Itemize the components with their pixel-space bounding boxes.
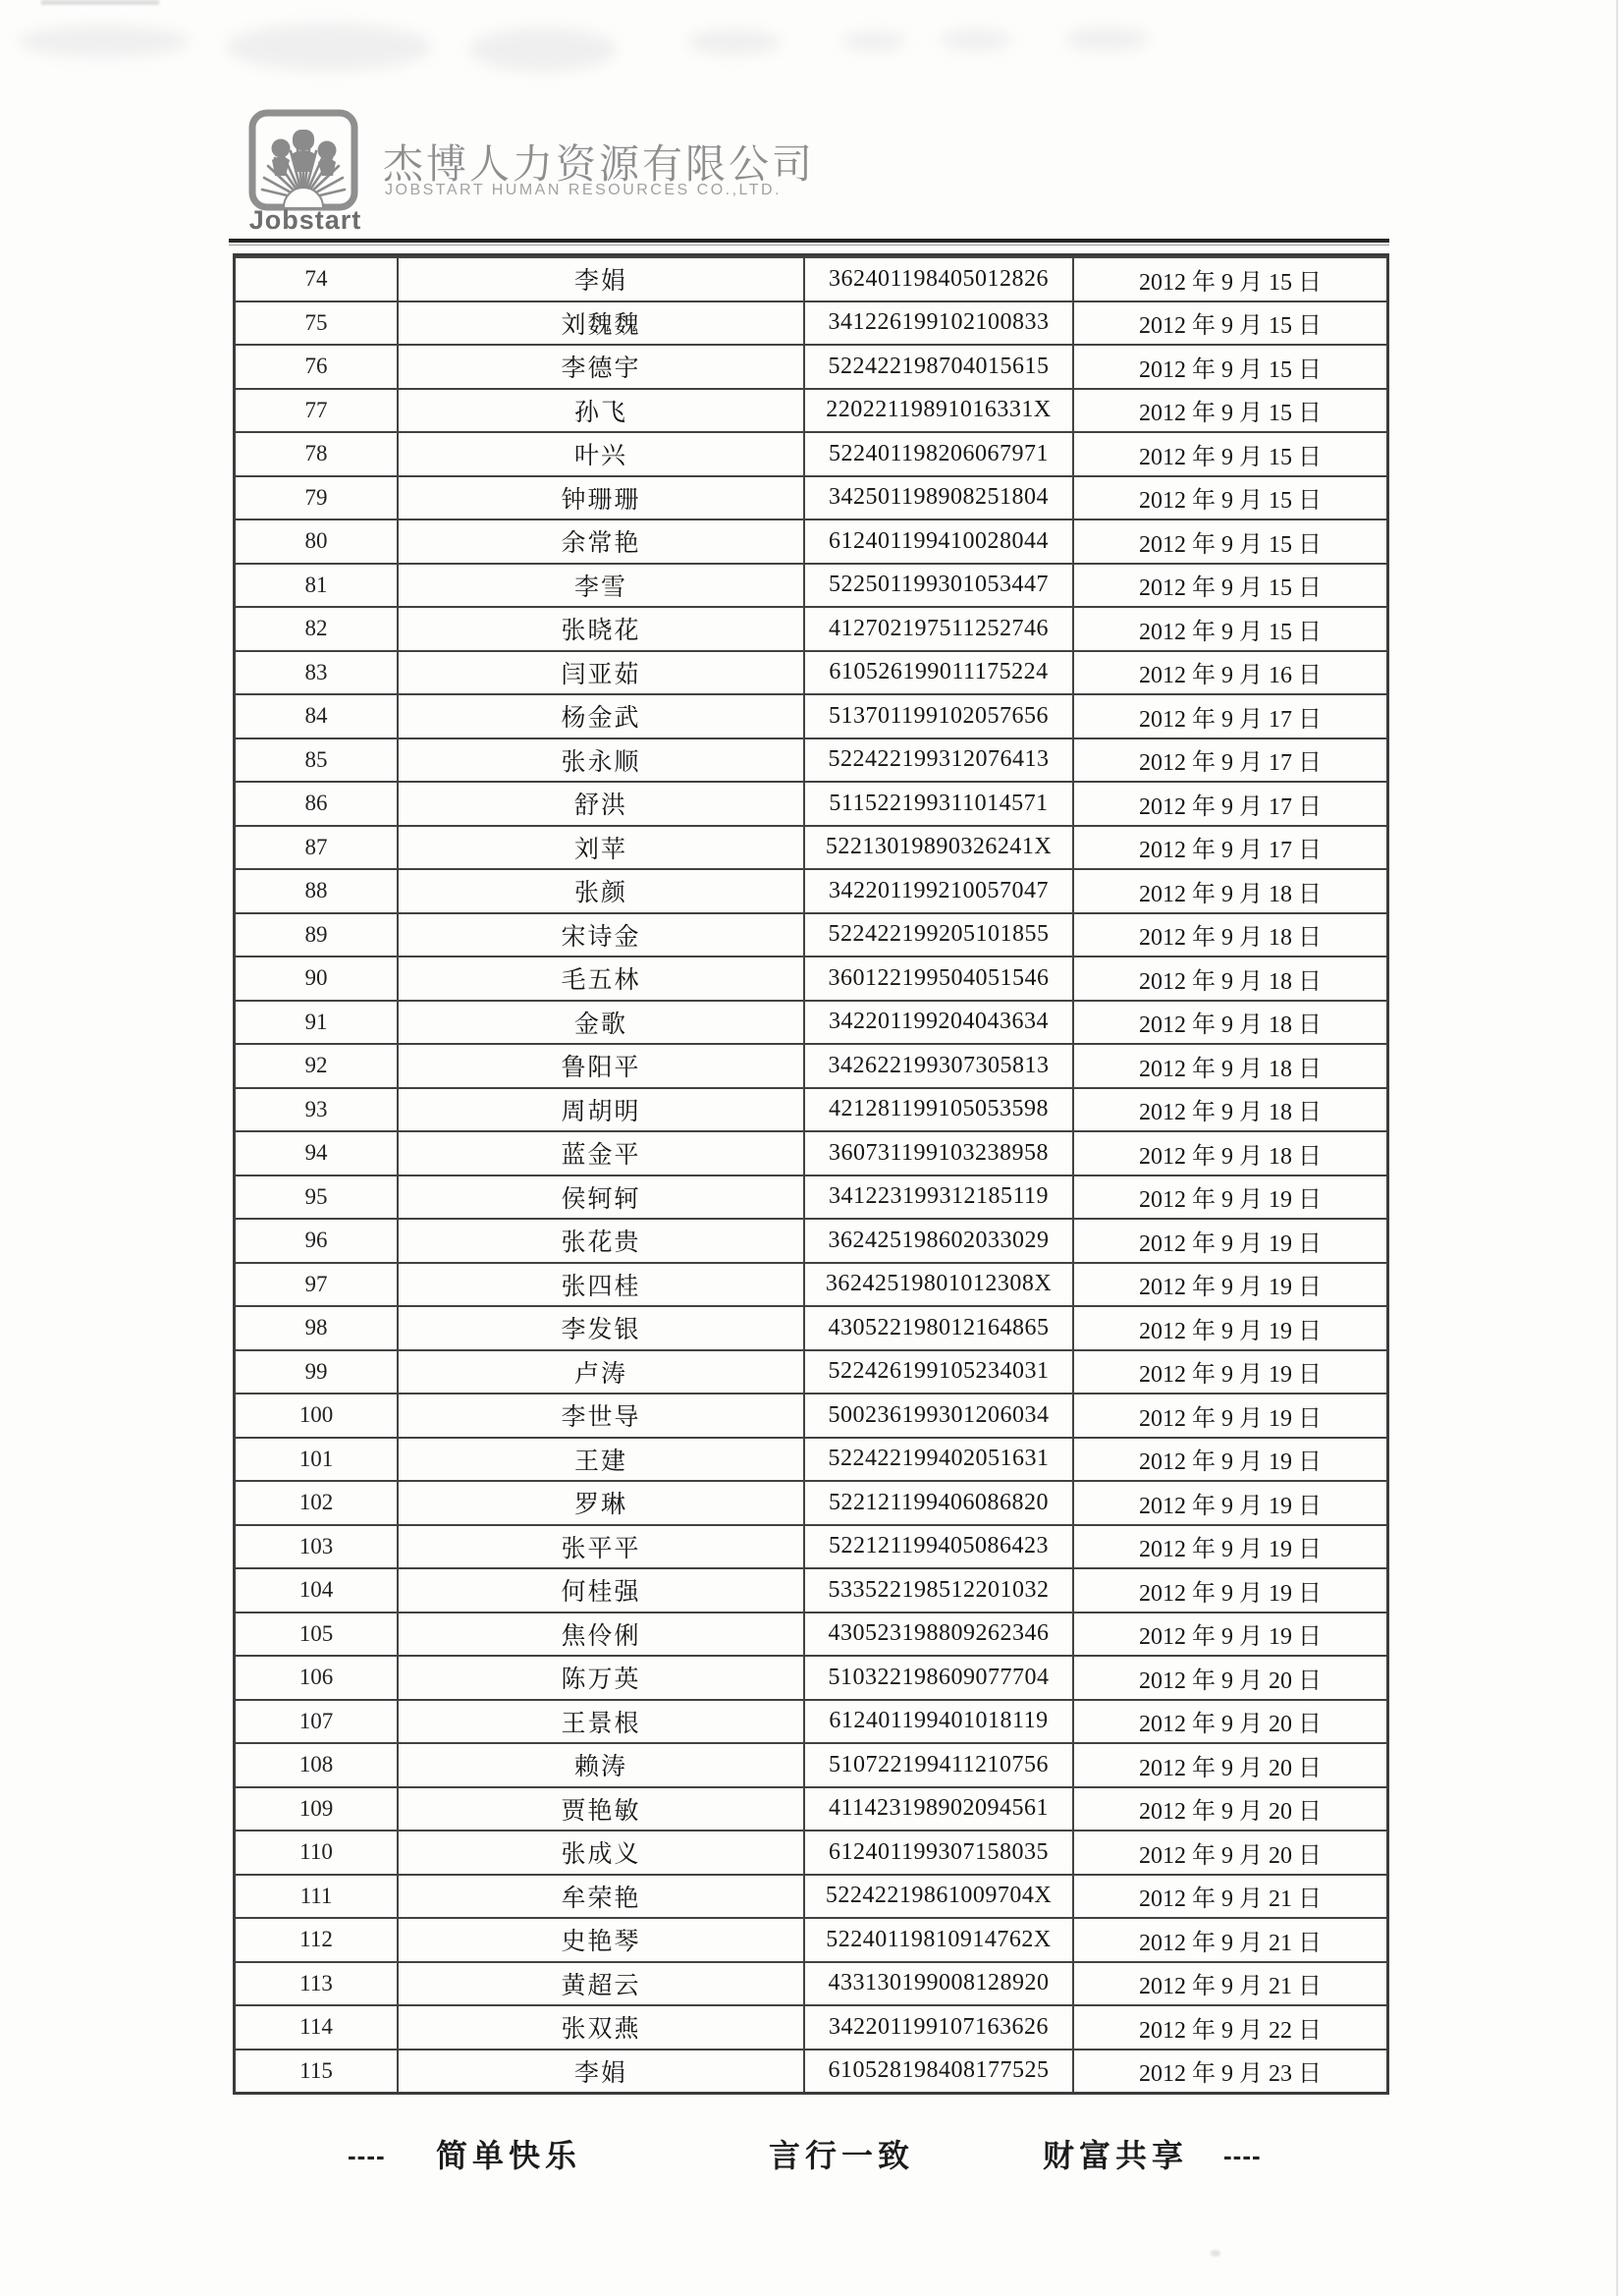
name-cell: 李娟: [397, 258, 803, 301]
table-row: [236, 650, 1386, 694]
id-number-cell: 522121199406086820: [803, 1482, 1072, 1524]
name-cell: 杨金武: [397, 695, 803, 738]
table-row: [236, 1349, 1386, 1394]
id-number-cell: 412702197511252746: [803, 608, 1072, 650]
table-row: [236, 1175, 1386, 1219]
row-number-cell: 108: [298, 1752, 334, 1777]
name-cell: 余常艳: [397, 520, 803, 563]
row-number-cell: 106: [298, 1665, 334, 1690]
name-cell: 刘魏魏: [397, 302, 803, 345]
row-number-cell: 110: [299, 1839, 333, 1865]
row-number-cell: 87: [304, 834, 328, 859]
name-cell: 鲁阳平: [397, 1045, 803, 1087]
name-cell: 罗琳: [397, 1482, 803, 1524]
row-number-cell: 98: [304, 1315, 328, 1340]
table-row: [236, 475, 1386, 519]
name-cell: 宋诗金: [397, 914, 803, 957]
id-number-cell: 612401199401018119: [803, 1701, 1072, 1743]
scan-artifact: [1211, 2250, 1220, 2257]
table-row: [236, 1524, 1386, 1568]
footer-slogan-3: 财富共享: [1043, 2138, 1189, 2173]
table-row: [236, 956, 1386, 1000]
name-cell: 蓝金平: [397, 1132, 803, 1175]
table-row: [236, 1305, 1386, 1349]
date-cell: 2012 年 9 月 19 日: [1072, 1264, 1386, 1306]
id-number-cell: 52242219861009704X: [803, 1876, 1072, 1918]
name-cell: 毛五林: [397, 957, 803, 1000]
name-cell: 李雪: [397, 565, 803, 607]
date-cell: 2012 年 9 月 19 日: [1072, 1526, 1386, 1568]
row-number-cell: 75: [304, 309, 328, 335]
company-name-en: JOBSTART HUMAN RESOURCES CO.,LTD.: [385, 182, 783, 198]
date-cell: 2012 年 9 月 19 日: [1072, 1220, 1386, 1262]
table-row: [236, 1786, 1386, 1831]
row-number-cell: 104: [298, 1577, 334, 1603]
row-number-cell: 91: [304, 1009, 328, 1034]
date-cell: 2012 年 9 月 18 日: [1072, 1045, 1386, 1087]
id-number-cell: 522422199402051631: [803, 1439, 1072, 1481]
id-number-cell: 411423198902094561: [803, 1788, 1072, 1831]
row-number-cell: 88: [304, 878, 328, 903]
table-row: [236, 388, 1386, 432]
header-divider: [229, 239, 1389, 243]
table-row: [236, 344, 1386, 388]
footer-slogan-1: 简单快乐: [436, 2138, 582, 2173]
name-cell: 舒洪: [397, 783, 803, 825]
row-number-cell: 103: [298, 1533, 334, 1558]
scan-artifact: [41, 0, 159, 5]
footer-slogan-2: 言行一致: [769, 2138, 915, 2173]
table-row: [236, 431, 1386, 475]
id-number-cell: 610526199011175224: [803, 652, 1072, 694]
table-row: [236, 1612, 1386, 1656]
row-number-cell: 89: [304, 921, 328, 947]
date-cell: 2012 年 9 月 15 日: [1072, 346, 1386, 388]
id-number-cell: 610528198408177525: [803, 2050, 1072, 2093]
date-cell: 2012 年 9 月 22 日: [1072, 2006, 1386, 2049]
date-cell: 2012 年 9 月 15 日: [1072, 477, 1386, 519]
name-cell: 王建: [397, 1439, 803, 1481]
id-number-cell: 612401199307158035: [803, 1831, 1072, 1874]
table-row: [236, 693, 1386, 738]
date-cell: 2012 年 9 月 18 日: [1072, 957, 1386, 1000]
table-row: [236, 2004, 1386, 2049]
table-row: [236, 1874, 1386, 1918]
date-cell: 2012 年 9 月 20 日: [1072, 1831, 1386, 1874]
date-cell: 2012 年 9 月 18 日: [1072, 1002, 1386, 1044]
name-cell: 侯轲轲: [397, 1176, 803, 1219]
id-number-cell: 360731199103238958: [803, 1132, 1072, 1175]
date-cell: 2012 年 9 月 19 日: [1072, 1482, 1386, 1524]
logo-wordmark: Jobstart: [248, 205, 362, 235]
name-cell: 张双燕: [397, 2006, 803, 2049]
row-number-cell: 94: [304, 1140, 328, 1166]
date-cell: 2012 年 9 月 18 日: [1072, 870, 1386, 912]
name-cell: 张四桂: [397, 1264, 803, 1306]
name-cell: 孙飞: [397, 390, 803, 432]
row-number-cell: 99: [304, 1358, 328, 1384]
date-cell: 2012 年 9 月 19 日: [1072, 1176, 1386, 1219]
id-number-cell: 52213019890326241X: [803, 827, 1072, 869]
name-cell: 王景根: [397, 1701, 803, 1743]
row-number-cell: 95: [304, 1183, 328, 1209]
row-number-cell: 77: [304, 397, 328, 422]
id-number-cell: 342622199307305813: [803, 1045, 1072, 1087]
id-number-cell: 522422198704015615: [803, 346, 1072, 388]
name-cell: 张成义: [397, 1831, 803, 1874]
id-number-cell: 52240119810914762X: [803, 1919, 1072, 1961]
row-number-cell: 114: [299, 2014, 333, 2040]
name-cell: 金歌: [397, 1002, 803, 1044]
roster-table: [233, 253, 1389, 2095]
id-number-cell: 362425198602033029: [803, 1220, 1072, 1262]
row-number-cell: 79: [304, 484, 328, 510]
table-row: [236, 912, 1386, 957]
table-row: [236, 1130, 1386, 1175]
scan-artifact: [842, 31, 906, 51]
name-cell: 张晓花: [397, 608, 803, 650]
id-number-cell: 513701199102057656: [803, 695, 1072, 738]
id-number-cell: 511522199311014571: [803, 783, 1072, 825]
company-name-cn: 杰博人力资源有限公司: [383, 141, 815, 187]
date-cell: 2012 年 9 月 15 日: [1072, 302, 1386, 345]
id-number-cell: 522401198206067971: [803, 433, 1072, 475]
name-cell: 陈万英: [397, 1657, 803, 1699]
row-number-cell: 113: [299, 1970, 333, 1995]
table-row: [236, 2049, 1386, 2093]
name-cell: 张平平: [397, 1526, 803, 1568]
row-number-cell: 85: [304, 746, 328, 772]
name-cell: 牟荣艳: [397, 1876, 803, 1918]
date-cell: 2012 年 9 月 21 日: [1072, 1963, 1386, 2005]
table-row: [236, 1043, 1386, 1087]
row-number-cell: 111: [299, 1883, 333, 1908]
scan-artifact: [226, 24, 432, 71]
row-number-cell: 81: [304, 572, 328, 597]
id-number-cell: 433130199008128920: [803, 1963, 1072, 2005]
date-cell: 2012 年 9 月 17 日: [1072, 827, 1386, 869]
table-row: [236, 825, 1386, 869]
date-cell: 2012 年 9 月 18 日: [1072, 914, 1386, 957]
id-number-cell: 430523198809262346: [803, 1613, 1072, 1656]
id-number-cell: 342201199107163626: [803, 2006, 1072, 2049]
name-cell: 黄超云: [397, 1963, 803, 2005]
name-cell: 张颜: [397, 870, 803, 912]
name-cell: 周胡明: [397, 1089, 803, 1131]
table-row: [236, 1742, 1386, 1786]
table-row: [236, 1480, 1386, 1524]
name-cell: 李世导: [397, 1394, 803, 1437]
people-sunburst-icon: [248, 109, 358, 211]
id-number-cell: 522422199312076413: [803, 739, 1072, 782]
date-cell: 2012 年 9 月 21 日: [1072, 1919, 1386, 1961]
id-number-cell: 500236199301206034: [803, 1394, 1072, 1437]
table-row: [236, 781, 1386, 825]
row-number-cell: 107: [298, 1708, 334, 1733]
id-number-cell: 341223199312185119: [803, 1176, 1072, 1219]
name-cell: 叶兴: [397, 433, 803, 475]
table-row: [236, 1218, 1386, 1262]
date-cell: 2012 年 9 月 20 日: [1072, 1701, 1386, 1743]
table-row: [236, 1567, 1386, 1612]
date-cell: 2012 年 9 月 21 日: [1072, 1876, 1386, 1918]
scan-artifact: [941, 29, 1011, 51]
row-number-cell: 82: [304, 616, 328, 641]
date-cell: 2012 年 9 月 20 日: [1072, 1788, 1386, 1831]
name-cell: 李发银: [397, 1307, 803, 1349]
row-number-cell: 112: [299, 1927, 333, 1952]
date-cell: 2012 年 9 月 15 日: [1072, 608, 1386, 650]
name-cell: 张花贵: [397, 1220, 803, 1262]
id-number-cell: 342201199210057047: [803, 870, 1072, 912]
date-cell: 2012 年 9 月 19 日: [1072, 1569, 1386, 1612]
date-cell: 2012 年 9 月 19 日: [1072, 1351, 1386, 1394]
row-number-cell: 100: [298, 1402, 334, 1428]
table-row: [236, 256, 1386, 301]
name-cell: 李德宇: [397, 346, 803, 388]
id-number-cell: 22022119891016331X: [803, 390, 1072, 432]
name-cell: 卢涛: [397, 1351, 803, 1394]
name-cell: 贾艳敏: [397, 1788, 803, 1831]
date-cell: 2012 年 9 月 15 日: [1072, 520, 1386, 563]
row-number-cell: 84: [304, 703, 328, 729]
id-number-cell: 430522198012164865: [803, 1307, 1072, 1349]
id-number-cell: 510722199411210756: [803, 1744, 1072, 1786]
date-cell: 2012 年 9 月 15 日: [1072, 258, 1386, 301]
id-number-cell: 522426199105234031: [803, 1351, 1072, 1394]
date-cell: 2012 年 9 月 23 日: [1072, 2050, 1386, 2093]
date-cell: 2012 年 9 月 17 日: [1072, 739, 1386, 782]
name-cell: 李娟: [397, 2050, 803, 2093]
row-number-cell: 109: [298, 1795, 334, 1821]
id-number-cell: 421281199105053598: [803, 1089, 1072, 1131]
row-number-cell: 115: [299, 2057, 333, 2083]
footer-dashes-left: ----: [348, 2141, 386, 2170]
id-number-cell: 342201199204043634: [803, 1002, 1072, 1044]
date-cell: 2012 年 9 月 19 日: [1072, 1439, 1386, 1481]
row-number-cell: 80: [304, 528, 328, 554]
row-number-cell: 97: [304, 1271, 328, 1296]
name-cell: 闫亚茹: [397, 652, 803, 694]
table-row: [236, 738, 1386, 782]
name-cell: 钟珊珊: [397, 477, 803, 519]
id-number-cell: 510322198609077704: [803, 1657, 1072, 1699]
table-row: [236, 1830, 1386, 1874]
row-number-cell: 76: [304, 354, 328, 379]
table-row: [236, 301, 1386, 345]
date-cell: 2012 年 9 月 19 日: [1072, 1307, 1386, 1349]
row-number-cell: 96: [304, 1228, 328, 1253]
id-number-cell: 522501199301053447: [803, 565, 1072, 607]
date-cell: 2012 年 9 月 15 日: [1072, 433, 1386, 475]
id-number-cell: 341226199102100833: [803, 302, 1072, 345]
date-cell: 2012 年 9 月 18 日: [1072, 1132, 1386, 1175]
id-number-cell: 612401199410028044: [803, 520, 1072, 563]
scan-artifact: [18, 26, 189, 57]
name-cell: 赖涛: [397, 1744, 803, 1786]
id-number-cell: 533522198512201032: [803, 1569, 1072, 1612]
table-row: [236, 606, 1386, 650]
id-number-cell: 360122199504051546: [803, 957, 1072, 1000]
scan-artifact: [469, 27, 617, 72]
table-row: [236, 1000, 1386, 1044]
row-number-cell: 90: [304, 965, 328, 991]
date-cell: 2012 年 9 月 19 日: [1072, 1613, 1386, 1656]
name-cell: 张永顺: [397, 739, 803, 782]
row-number-cell: 92: [304, 1053, 328, 1078]
id-number-cell: 362401198405012826: [803, 258, 1072, 301]
table-row: [236, 1262, 1386, 1306]
table-row: [236, 563, 1386, 607]
name-cell: 史艳琴: [397, 1919, 803, 1961]
row-number-cell: 83: [304, 659, 328, 684]
scan-artifact: [687, 29, 781, 55]
table-row: [236, 1393, 1386, 1437]
date-cell: 2012 年 9 月 20 日: [1072, 1657, 1386, 1699]
date-cell: 2012 年 9 月 17 日: [1072, 695, 1386, 738]
date-cell: 2012 年 9 月 15 日: [1072, 390, 1386, 432]
date-cell: 2012 年 9 月 17 日: [1072, 783, 1386, 825]
id-number-cell: 522422199205101855: [803, 914, 1072, 957]
table-row: [236, 1087, 1386, 1131]
date-cell: 2012 年 9 月 20 日: [1072, 1744, 1386, 1786]
scan-edge-line: [1616, 0, 1618, 2296]
date-cell: 2012 年 9 月 18 日: [1072, 1089, 1386, 1131]
name-cell: 焦伶俐: [397, 1613, 803, 1656]
row-number-cell: 86: [304, 791, 328, 816]
scan-artifact: [1065, 27, 1149, 51]
table-row: [236, 868, 1386, 912]
jobstart-logo: [248, 109, 358, 211]
row-number-cell: 105: [298, 1620, 334, 1646]
row-number-cell: 93: [304, 1096, 328, 1121]
row-number-cell: 78: [304, 441, 328, 466]
table-row: [236, 519, 1386, 563]
footer-dashes-right: ----: [1223, 2141, 1262, 2170]
id-number-cell: 342501198908251804: [803, 477, 1072, 519]
name-cell: 刘苹: [397, 827, 803, 869]
row-number-cell: 74: [304, 266, 328, 292]
row-number-cell: 101: [298, 1446, 334, 1471]
table-row: [236, 1437, 1386, 1481]
row-number-cell: 102: [298, 1490, 334, 1515]
table-row: [236, 1655, 1386, 1699]
name-cell: 何桂强: [397, 1569, 803, 1612]
id-number-cell: 36242519801012308X: [803, 1264, 1072, 1306]
table-row: [236, 1961, 1386, 2005]
date-cell: 2012 年 9 月 19 日: [1072, 1394, 1386, 1437]
table-row: [236, 1699, 1386, 1743]
table-row: [236, 1917, 1386, 1961]
date-cell: 2012 年 9 月 15 日: [1072, 565, 1386, 607]
id-number-cell: 522121199405086423: [803, 1526, 1072, 1568]
date-cell: 2012 年 9 月 16 日: [1072, 652, 1386, 694]
